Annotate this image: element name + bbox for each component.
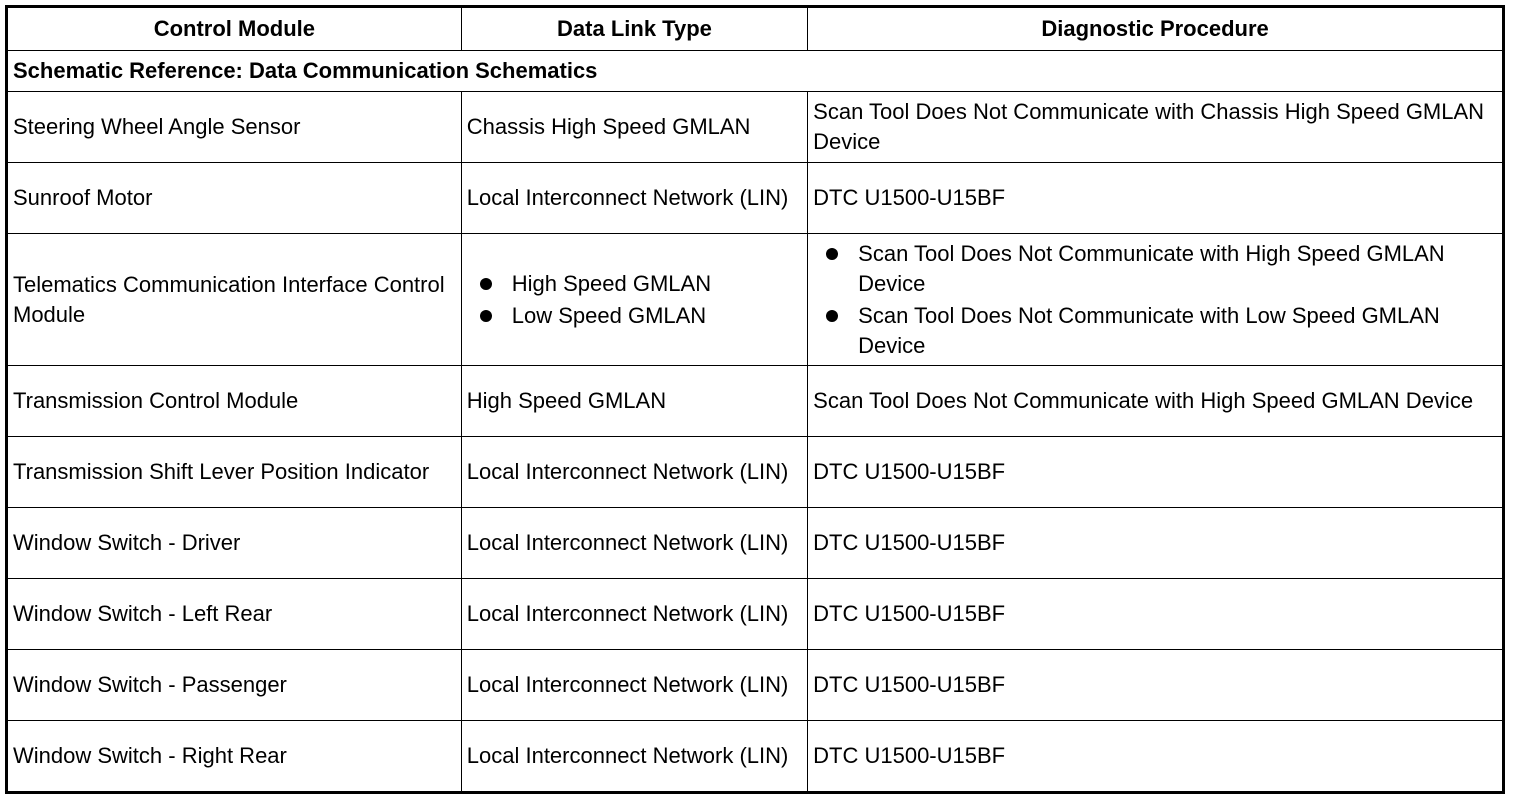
section-row xyxy=(7,51,1504,92)
list-item: Low Speed GMLAN xyxy=(462,301,802,331)
table-row xyxy=(7,92,1504,163)
table-header-row xyxy=(7,7,1504,51)
table-row xyxy=(7,437,1504,508)
cell-diagnostic-procedure: Scan Tool Does Not Communicate with High Speed GMLAN Device xyxy=(808,366,1504,437)
cell-data-link-type: Local Interconnect Network (LIN) xyxy=(461,437,807,508)
cell-data-link-type: Local Interconnect Network (LIN) xyxy=(461,163,807,234)
list-item: Scan Tool Does Not Communicate with High Speed GMLAN Device xyxy=(808,239,1497,299)
cell-control-module: Window Switch - Left Rear xyxy=(7,579,462,650)
cell-control-module: Window Switch - Driver xyxy=(7,508,462,579)
cell-diagnostic-procedure: Scan Tool Does Not Communicate with Chassis High Speed GMLAN Device xyxy=(808,92,1504,163)
cell-diagnostic-procedure: DTC U1500-U15BF xyxy=(808,163,1504,234)
data-link-table xyxy=(5,5,1505,794)
table-row xyxy=(7,234,1504,366)
table-row xyxy=(7,163,1504,234)
cell-control-module: Telematics Communication Interface Control Module xyxy=(7,234,462,366)
table-row xyxy=(7,721,1504,793)
list-item: Scan Tool Does Not Communicate with Low Speed GMLAN Device xyxy=(808,301,1497,361)
cell-diagnostic-procedure: DTC U1500-U15BF xyxy=(808,579,1504,650)
header-data-link-type: Data Link Type xyxy=(461,7,807,51)
table-row xyxy=(7,579,1504,650)
cell-control-module: Transmission Shift Lever Position Indicator xyxy=(7,437,462,508)
table-row xyxy=(7,366,1504,437)
diagnostic-procedure-list xyxy=(808,239,1497,361)
cell-diagnostic-procedure xyxy=(808,234,1504,366)
table-row xyxy=(7,508,1504,579)
cell-data-link-type: Chassis High Speed GMLAN xyxy=(461,92,807,163)
cell-diagnostic-procedure: DTC U1500-U15BF xyxy=(808,437,1504,508)
cell-data-link-type: Local Interconnect Network (LIN) xyxy=(461,508,807,579)
cell-control-module: Steering Wheel Angle Sensor xyxy=(7,92,462,163)
cell-data-link-type: Local Interconnect Network (LIN) xyxy=(461,721,807,793)
cell-data-link-type xyxy=(461,234,807,366)
cell-data-link-type: Local Interconnect Network (LIN) xyxy=(461,650,807,721)
cell-data-link-type: Local Interconnect Network (LIN) xyxy=(461,579,807,650)
header-control-module: Control Module xyxy=(7,7,462,51)
cell-diagnostic-procedure: DTC U1500-U15BF xyxy=(808,650,1504,721)
list-item: High Speed GMLAN xyxy=(462,269,802,299)
data-link-table-frame xyxy=(5,5,1505,805)
cell-control-module: Window Switch - Passenger xyxy=(7,650,462,721)
cell-control-module: Window Switch - Right Rear xyxy=(7,721,462,793)
cell-data-link-type: High Speed GMLAN xyxy=(461,366,807,437)
cell-diagnostic-procedure: DTC U1500-U15BF xyxy=(808,508,1504,579)
cell-diagnostic-procedure: DTC U1500-U15BF xyxy=(808,721,1504,793)
cell-control-module: Transmission Control Module xyxy=(7,366,462,437)
section-label: Schematic Reference: Data Communication Schematics xyxy=(7,51,1504,92)
cell-control-module: Sunroof Motor xyxy=(7,163,462,234)
data-link-type-list xyxy=(462,269,802,331)
header-diagnostic-procedure: Diagnostic Procedure xyxy=(808,7,1504,51)
table-row xyxy=(7,650,1504,721)
